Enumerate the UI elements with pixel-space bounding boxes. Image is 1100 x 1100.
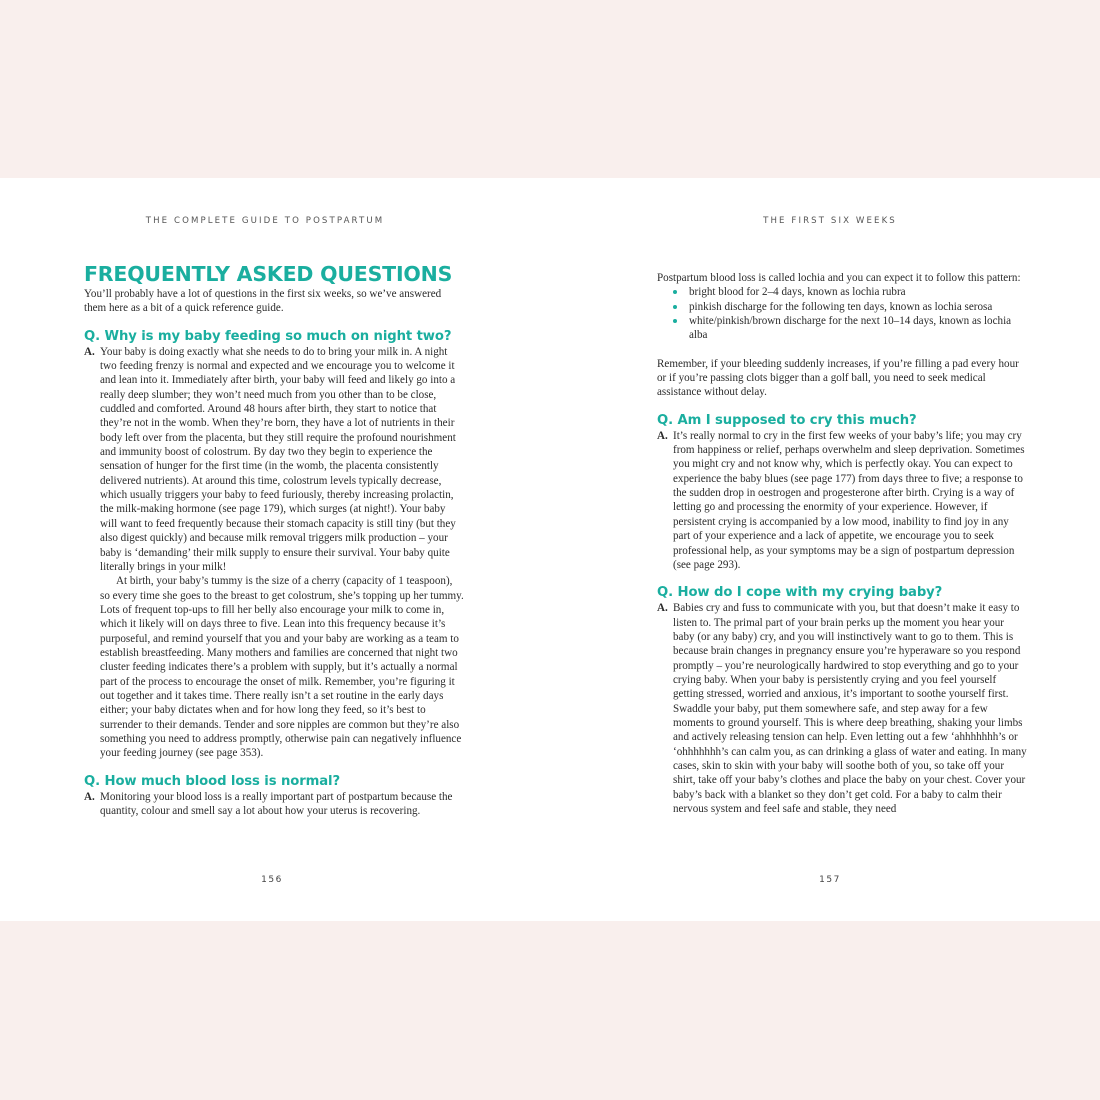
answer-paragraph: Babies cry and fuss to communicate with you, but that doesn’t make it easy to listen to. The primal part of your brain perks up the moment you hear your baby (or any baby) cry, and you will instinctively want to go to them. This is because brain changes in pregnancy ensure you’re hyperaware so you respond promptly – you’re neurologically hardwired to stop everything and go to your crying baby. When your baby is persistently crying and you feel yourself getting stressed, worried and anxious, it’s important to soothe yourself first. Swaddle your baby, put them somewhere safe, and step away for a few moments to ground yourself. This is where deep breathing, shaking your limbs and actively releasing tension can help. Even letting out a few ‘ahhhhhhh’s or ‘ohhhhhhh’s can calm you, as can drinking a glass of water and eating. In many cases, skin to skin with your baby will soothe both of you, so take off your shirt, take off your baby’s clothes and place the baby on your chest. Cover your baby’s back with a blanket so they don’t get cold. For a baby to calm their nervous system and feel safe and stable, they need [673, 602, 1027, 815]
faq-item-blood-loss [84, 774, 464, 819]
book-spread [0, 178, 1100, 921]
bullet-icon [673, 290, 677, 294]
running-head-right: THE FIRST SIX WEEKS [763, 216, 897, 226]
spacer [657, 343, 1027, 357]
lochia-intro: Postpartum blood loss is called lochia and you can expect it to follow this pattern: [657, 272, 1021, 284]
list-item [673, 314, 1027, 343]
lochia-list [657, 285, 1027, 342]
faq-question: Q. How much blood loss is normal? [84, 773, 341, 789]
faq-item-crying-baby [657, 585, 1027, 816]
answer-marker: A. [657, 602, 668, 615]
page-number-left: 156 [261, 875, 283, 885]
bullet-icon [673, 305, 677, 309]
page-title: FREQUENTLY ASKED QUESTIONS [84, 262, 453, 286]
faq-question: Q. How do I cope with my crying baby? [657, 585, 943, 601]
faq-question: Q. Why is my baby feeding so much on night two? [84, 328, 452, 344]
answer-marker: A. [657, 429, 668, 442]
answer-marker: A. [84, 790, 95, 803]
list-item-text: white/pinkish/brown discharge for the next 10–14 days, known as lochia alba [689, 315, 1012, 342]
list-item-text: bright blood for 2–4 days, known as lochia rubra [689, 286, 906, 299]
intro-paragraph: You’ll probably have a lot of questions in the first six weeks, so we’ve answered them here as a bit of a quick reference guide. [84, 288, 442, 315]
answer-paragraph: Your baby is doing exactly what she needs to do to bring your milk in. A night two feeding frenzy is normal and expected and we encourage you to welcome it and lean into it. Immediately after birth, your baby will feed and likely go into a really deep slumber; they won’t need much from you other than to be close, cuddled and comforted. Around 48 hours after birth, they start to notice that they’re not in the womb. When they’re born, they have a lot of nutrients in their body left over from the placenta, but they still require the profound nourishment and immunity boost of colostrum. By day two they begin to experience the sensation of hunger for the first time (in the womb, the placenta consistently delivered nutrients). At around this time, colostrum levels typically decrease, which usually triggers your baby to feed furiously, thereby increasing prolactin, the milk-making hormone (see page 179), which surges (at night!). Your baby will want to feed frequently because their stomach capacity is still tiny (but they also digest quickly) and because milk removal triggers milk production – your baby is ‘demanding’ their milk supply to ensure their survival. Your baby quite literally brings in your milk! [100, 345, 456, 573]
list-item [673, 285, 1027, 299]
faq-answer [84, 345, 464, 761]
right-page [550, 178, 1100, 921]
list-item [673, 300, 1027, 314]
lochia-warning: Remember, if your bleeding suddenly increases, if you’re filling a pad every hour or if you’re passing clots bigger than a golf ball, you need to seek medical assistance without delay. [657, 357, 1019, 399]
left-page [0, 178, 550, 921]
faq-item-crying [657, 413, 1027, 572]
right-page-column [657, 271, 1027, 816]
list-item-text: pinkish discharge for the following ten days, known as lochia serosa [689, 300, 993, 313]
running-head-left: THE COMPLETE GUIDE TO POSTPARTUM [145, 216, 385, 226]
page-number-right: 157 [819, 875, 841, 885]
faq-answer [657, 601, 1027, 816]
answer-paragraph: Monitoring your blood loss is a really important part of postpartum because the quantity, colour and smell say a lot about how your uterus is recovering. [100, 790, 453, 817]
faq-answer [84, 790, 464, 819]
answer-marker: A. [84, 345, 95, 358]
answer-paragraph: At birth, your baby’s tummy is the size of a cherry (capacity of 1 teaspoon), so every time she goes to the breast to get colostrum, she’s topping up her tummy. Lots of frequent top-ups to fill her belly also encourage your milk to come in, which it likely will on days three to five. Lean into this frequency because it’s purposeful, and remind yourself that you and your baby are working as a team to establish breastfeeding. Many mothers and families are concerned that night two cluster feeding indicates there’s a problem with supply, but it’s actually a normal part of the process to encourage the onset of milk. Remember, you’re figuring it out together and it takes time. There really isn’t a set routine in the early days either; your baby dictates when and for how long they feed, so it’s best to surrender to their demands. Tender and sore nipples are common but they’re also something you need to address promptly, otherwise pain can negatively influence your feeding journey (see page 353). [100, 575, 464, 760]
faq-answer [657, 429, 1027, 572]
faq-question: Q. Am I supposed to cry this much? [657, 412, 917, 428]
answer-paragraph: It’s really normal to cry in the first few weeks of your baby’s life; you may cry from happiness or relief, perhaps overwhelm and sleep deprivation. Sometimes you might cry and not know why, which is perfectly okay. You can expect to experience the baby blues (see page 177) from days three to five; a response to the sudden drop in oestrogen and progesterone after birth. Crying is a way of letting go and processing the enormity of your experience. However, if persistent crying is accompanied by a low mood, inability to find joy in any part of your experience and a lack of appetite, we encourage you to seek professional help, as your symptoms may be a sign of postpartum depression (see page 293). [673, 429, 1025, 571]
faq-item-night-two [84, 329, 464, 761]
left-page-column [84, 262, 464, 818]
bullet-icon [673, 319, 677, 323]
